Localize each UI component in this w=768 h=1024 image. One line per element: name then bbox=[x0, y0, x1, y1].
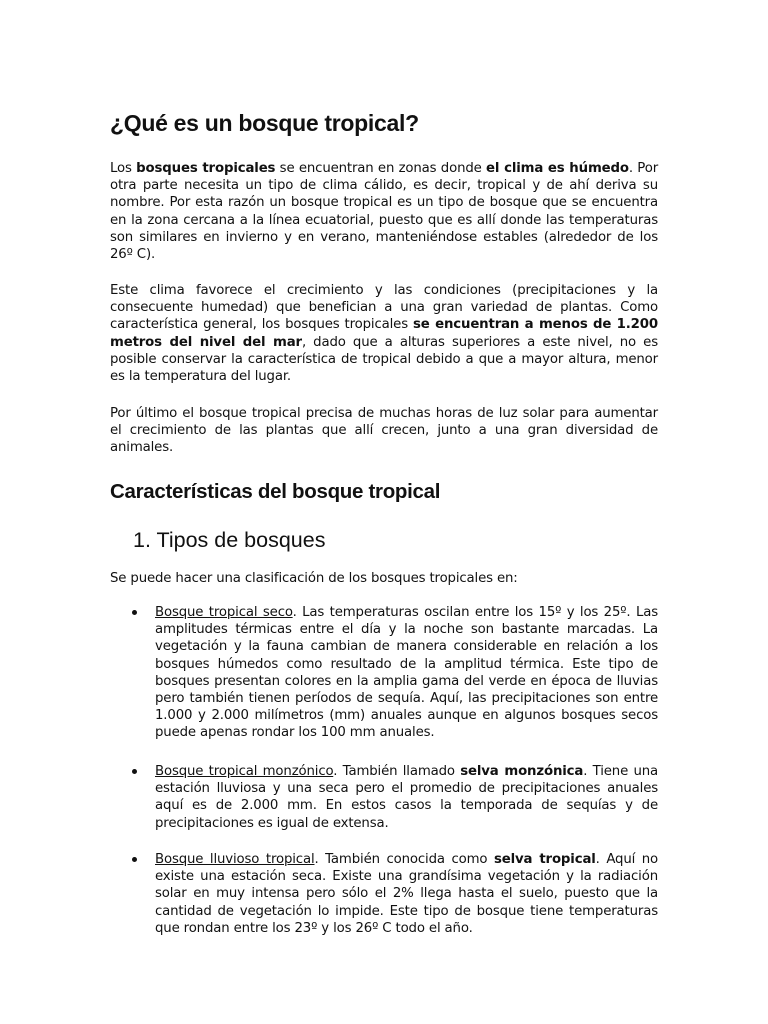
list-item bbox=[155, 763, 658, 832]
bold-text: bosques tropicales bbox=[136, 161, 276, 176]
paragraph-intro bbox=[110, 160, 658, 263]
section-heading: Características del bosque tropical bbox=[110, 480, 441, 503]
text-run: , dado que a alturas superiores a este nivel, no es posible conservar la característica de tropical debido a que a mayor altura, menor es la temperatura del lugar. bbox=[110, 334, 658, 385]
text-run: Este clima favorece el crecimiento y las condiciones (precipitaciones y la consecuente humedad) que benefician a una gran variedad de plantas. Como característica general, los bosques tropicales bbox=[110, 283, 658, 333]
text-run: . Las temperaturas oscilan entre los 15º y los 25º. Las amplitudes térmicas entre el día y la noche son bastante marcadas. La vegetación y la fauna cambian de manera considerable en relación a los bosques húmedos como resultado de la amplitud térmica. Este tipo de bosques presentan colores en la amplia gama del verde en época de lluvias pero también tienen períodos de sequía. Aquí, las precipitaciones son entre 1.000 y 2.000 milímetros (mm) anuales aunque en algunos bosques secos puede apenas rondar los 100 mm anuales. bbox=[155, 605, 658, 741]
bold-text: se encuentran a menos de 1.200 metros del nivel del mar bbox=[110, 317, 658, 350]
bold-text: selva monzónica bbox=[460, 764, 584, 779]
paragraph-classification: Se puede hacer una clasificación de los bosques tropicales en: bbox=[110, 571, 518, 586]
forest-type-term: Bosque tropical seco bbox=[155, 605, 293, 620]
page-title: ¿Qué es un bosque tropical? bbox=[110, 110, 419, 136]
list-item bbox=[155, 851, 658, 937]
list-item bbox=[155, 604, 658, 742]
text-run: . Tiene una estación lluviosa y una seca pero el promedio de precipitaciones anuales aquí es de 2.000 mm. En estos casos la temporada de sequías y de precipitaciones es igual de extensa. bbox=[155, 764, 658, 831]
text-run: se encuentran en zonas donde bbox=[275, 161, 487, 176]
bullet-icon bbox=[132, 769, 137, 774]
forest-type-term: Bosque tropical monzónico bbox=[155, 764, 334, 779]
bullet-icon bbox=[132, 610, 137, 615]
text-run: . Por otra parte necesita un tipo de clima cálido, es decir, tropical y de ahí deriva su nombre. Por esta razón un bosque tropical es un tipo de bosque que se encuentra en la zona cercana a la línea ecuatorial, puesto que es allí donde las temperaturas son similares en invierno y en verano, manteniéndose estables (alrededor de los 26º C). bbox=[110, 161, 659, 263]
subsection-heading: 1. Tipos de bosques bbox=[133, 528, 326, 552]
forest-type-term: Bosque lluvioso tropical bbox=[155, 852, 315, 867]
bullet-icon bbox=[132, 857, 137, 862]
paragraph-climate bbox=[110, 282, 658, 385]
text-run: Los bbox=[110, 161, 137, 176]
text-run: . También conocida como bbox=[314, 852, 494, 867]
text-run: . También llamado bbox=[333, 764, 461, 779]
text-run: . Aquí no existe una estación seca. Existe una grandísima vegetación y la radiación solar en muy intensa pero sólo el 2% llega hasta el suelo, puesto que la cantidad de vegetación lo impide. Este tipo de bosque tiene temperaturas que rondan entre los 23º y los 26º C todo el año. bbox=[155, 852, 658, 936]
bold-text: selva tropical bbox=[493, 852, 596, 867]
paragraph-sunlight: Por último el bosque tropical precisa de muchas horas de luz solar para aumentar el crecimiento de las plantas que allí crecen, junto a una gran diversidad de animales. bbox=[110, 406, 658, 456]
bold-text: el clima es húmedo bbox=[486, 161, 629, 176]
